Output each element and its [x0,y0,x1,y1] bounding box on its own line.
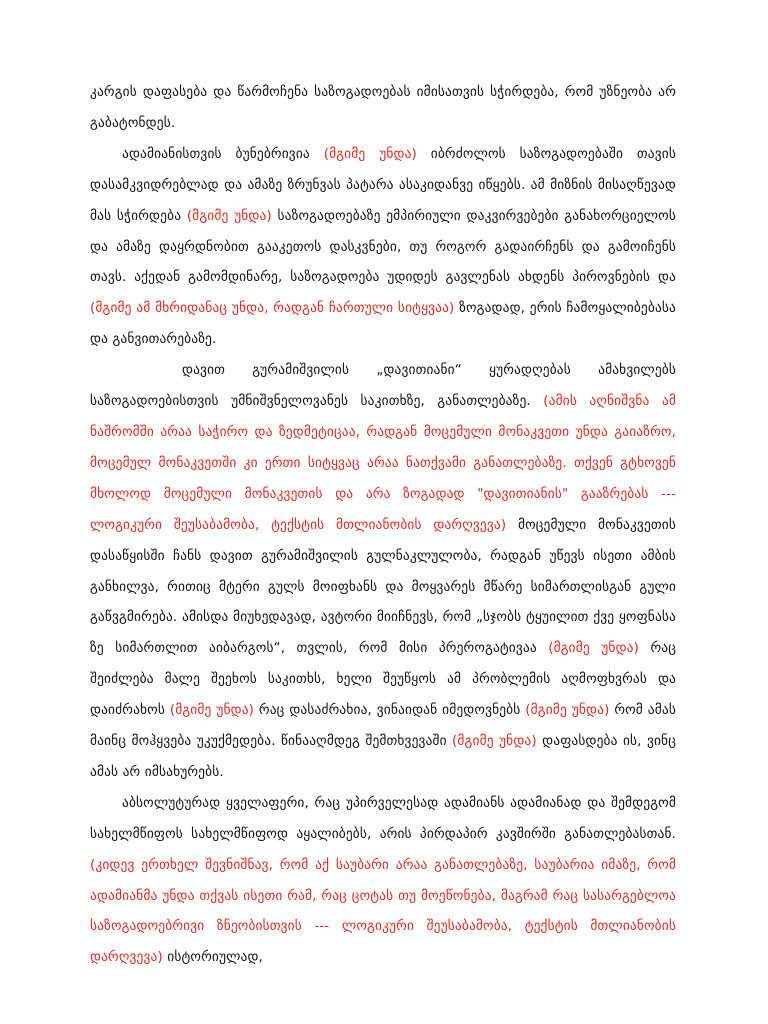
reviewer-comment: (მგიმე უნდა) [186,208,272,224]
body-text: დაფასდება ის, ვინც ამას არ იმსახურებს. [90,734,676,780]
body-text: აბსოლუტურად ყველაფერი, რაც უპირველესად ადამიანს ადამიანად და შემდეგომ სახელმწიფოს სახელმწიფოდ აყალიბებს, არის პირდაპირ კავშირში განათლებასთან. [90,795,676,842]
reviewer-comment: (კიდევ ერთხელ შევნიშნავ, რომ აქ საუბარი არაა განათლებაზე, საუბარია იმაზე, რომ ადამიანმა უნდა თქვას ისეთი რამ, რაც ცოტას თუ მოეწონება, მაგრამ რაც სასარგებლოა საზოგადოებრივი ზნეობისთვის --- ლოგიკური შეუსაბამობა, ტექსტის მთლიანობის დარღვევა) [90,857,676,966]
body-text: რაც შეიძლება მალე შეეხოს საკითხს, ხელი შეუწყოს ამ პრობლემის აღმოფხვრას და დაიძრახოს [90,641,676,719]
reviewer-comment: (მგიმე უნდა) [323,146,417,162]
body-text: ადამიანისთვის ბუნებრივია [122,146,324,162]
body-text: საზოგადოებაზე ემპირიული დაკვირვებები განახორციელოს და ამაზე დაყრდნობით გააკეთოს დასკვნები, თუ როგორ გადაირჩენს და გამოიჩენს თავს. აქედან გამომდინარე, საზოგადოება უდიდეს გავლენას ახდენს პიროვნების და [90,208,676,286]
body-text: რაც დასაძრახია, ვინაიდან იმედოვნებს [254,703,526,719]
reviewer-comment: (მგიმე უნდა) [548,641,640,657]
reviewer-comment: (მგიმე ამ მხრიდანაც უნდა, რადგან ჩართული სიტყვაა) [90,301,455,317]
paragraph-2 [90,140,676,356]
body-text: დავით გურამიშვილის „დავითიანი“ ყურადღებას ამახვილებს საზოგადოებისთვის უმნიშვნელოვანეს საკითხზე, განათლებაზე. [90,363,676,410]
body-text: ზოგადად, ერის ჩამოყალიბებასა და განვითარებაზე. [90,301,676,348]
reviewer-comment: (მგიმე უნდა) [525,703,610,719]
body-text: ისტორიულად, [162,950,263,966]
reviewer-comment: (მგიმე უნდა) [169,703,255,719]
body-text: მოცემული მონაკვეთის დასაწყისში ჩანს დავით გურამიშვილის გულნაკლულობა, რადგან უწევს ისეთი ამბის განხილვა, რითიც მტერი გულს მოიფხანს და მოყვარეს მწარე სიმართლისგან გული გაწვგმირება. ამისდა მიუხედავად, ავტორი მიიჩნევს, რომ „სჯობს ტყუილით ქვე ყოფნასა ზე სიმართლით აიბარგოს“, თვლის, რომ მისი პრეროგატივაა [90,517,676,657]
reviewer-comment: (ამის აღნიშვნა ამ ნაშრომში არაა საჭირო და ზედმეტიცაა, რადგან მოცემული მონაკვეთი უნდა გაიაზრო, მოცემულ მონაკვეთში კი ერთი სიტყვაც არაა ნათქვამი განათლებაზე. თქვენ გტხოვენ მხოლოდ მოცემული მონაკვეთის და არა ზოგადად "დავითიანის" გააზრებას --- ლოგიკური შეუსაბამობა, ტექსტის მთლიანობის დარღვევა) [90,394,676,533]
body-text: კარგის დაფასება და წარმოჩენა საზოგადოებას იმისათვის სჭირდება, რომ უზნეობა არ გაბატონდეს. [90,85,676,131]
paragraph-3 [90,356,676,789]
reviewer-comment: (მგიმე უნდა) [452,734,537,750]
body-text: რომ ამას მაინც მოჰყვება უკუქმედება. წინააღმდეგ შემთხვევაში [90,703,676,750]
paragraph-4 [90,789,676,974]
paragraph-1 [90,78,676,140]
body-text: იბრძოლოს საზოგადოებაში თავის დასამკვიდრებლად და ამაზე ზრუნვას პატარა ასაკიდანვე იწყებს. ამ მიზნის მისაღწევად მას სჭირდება [90,146,676,224]
